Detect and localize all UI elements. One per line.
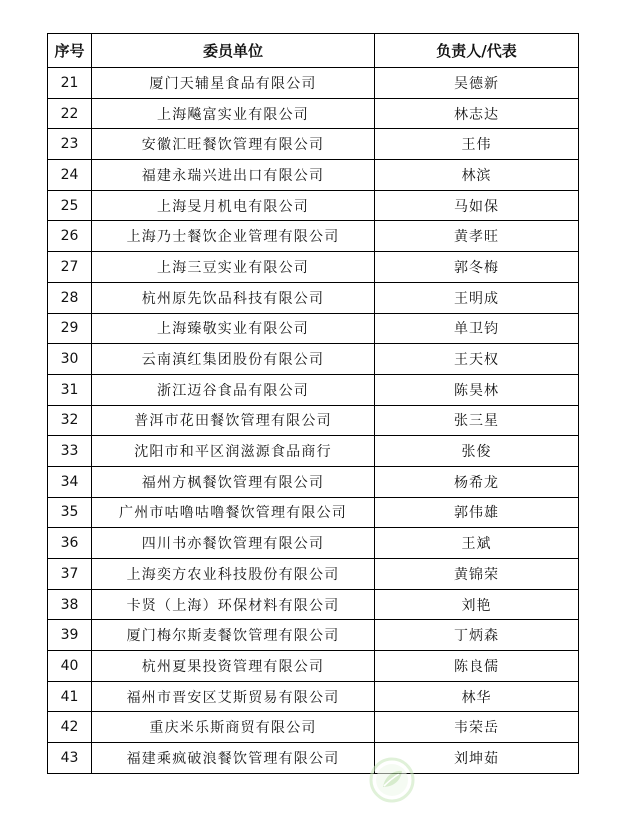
representative: 林志达 xyxy=(375,98,579,129)
table-row xyxy=(48,190,579,221)
row-number: 34 xyxy=(48,466,92,497)
table-row xyxy=(48,98,579,129)
representative: 刘坤茹 xyxy=(375,743,579,774)
header-representative: 负责人/代表 xyxy=(375,34,579,68)
table-header-row xyxy=(48,34,579,68)
member-unit: 普洱市花田餐饮管理有限公司 xyxy=(92,405,375,436)
representative: 王斌 xyxy=(375,528,579,559)
representative: 黄锦荣 xyxy=(375,559,579,590)
table-row xyxy=(48,497,579,528)
representative: 吴德新 xyxy=(375,68,579,99)
row-number: 31 xyxy=(48,374,92,405)
table-row xyxy=(48,221,579,252)
member-unit: 福州方枫餐饮管理有限公司 xyxy=(92,466,375,497)
representative: 陈昊林 xyxy=(375,374,579,405)
member-unit: 福建乘疯破浪餐饮管理有限公司 xyxy=(92,743,375,774)
row-number: 29 xyxy=(48,313,92,344)
row-number: 30 xyxy=(48,344,92,375)
member-unit: 安徽汇旺餐饮管理有限公司 xyxy=(92,129,375,160)
row-number: 26 xyxy=(48,221,92,252)
member-unit: 厦门天辅星食品有限公司 xyxy=(92,68,375,99)
table-row xyxy=(48,712,579,743)
table-row xyxy=(48,129,579,160)
member-unit: 上海飚富实业有限公司 xyxy=(92,98,375,129)
member-unit: 上海旻月机电有限公司 xyxy=(92,190,375,221)
table-row xyxy=(48,374,579,405)
table-row xyxy=(48,589,579,620)
representative: 王天权 xyxy=(375,344,579,375)
row-number: 32 xyxy=(48,405,92,436)
table-row xyxy=(48,620,579,651)
representative: 王明成 xyxy=(375,282,579,313)
representative: 陈良儒 xyxy=(375,651,579,682)
table-row xyxy=(48,252,579,283)
row-number: 35 xyxy=(48,497,92,528)
representative: 张俊 xyxy=(375,436,579,467)
table-row xyxy=(48,466,579,497)
row-number: 43 xyxy=(48,743,92,774)
committee-table xyxy=(47,33,579,774)
member-unit: 重庆米乐斯商贸有限公司 xyxy=(92,712,375,743)
row-number: 23 xyxy=(48,129,92,160)
table-row xyxy=(48,313,579,344)
header-member-unit: 委员单位 xyxy=(92,34,375,68)
table-row xyxy=(48,681,579,712)
representative: 刘艳 xyxy=(375,589,579,620)
member-unit: 上海乃士餐饮企业管理有限公司 xyxy=(92,221,375,252)
member-unit: 四川书亦餐饮管理有限公司 xyxy=(92,528,375,559)
row-number: 33 xyxy=(48,436,92,467)
row-number: 22 xyxy=(48,98,92,129)
representative: 丁炳森 xyxy=(375,620,579,651)
member-unit: 沈阳市和平区润滋源食品商行 xyxy=(92,436,375,467)
representative: 林华 xyxy=(375,681,579,712)
row-number: 42 xyxy=(48,712,92,743)
row-number: 27 xyxy=(48,252,92,283)
member-unit: 上海三豆实业有限公司 xyxy=(92,252,375,283)
row-number: 24 xyxy=(48,160,92,191)
row-number: 39 xyxy=(48,620,92,651)
representative: 郭冬梅 xyxy=(375,252,579,283)
row-number: 41 xyxy=(48,681,92,712)
table-row xyxy=(48,282,579,313)
member-unit: 广州市咕噜咕噜餐饮管理有限公司 xyxy=(92,497,375,528)
representative: 韦荣岳 xyxy=(375,712,579,743)
table-row xyxy=(48,559,579,590)
row-number: 36 xyxy=(48,528,92,559)
member-unit: 上海奕方农业科技股份有限公司 xyxy=(92,559,375,590)
row-number: 38 xyxy=(48,589,92,620)
representative: 张三星 xyxy=(375,405,579,436)
representative: 黄孝旺 xyxy=(375,221,579,252)
representative: 郭伟雄 xyxy=(375,497,579,528)
table-row xyxy=(48,405,579,436)
table-row xyxy=(48,160,579,191)
header-number: 序号 xyxy=(48,34,92,68)
table-row xyxy=(48,436,579,467)
member-unit: 上海臻敬实业有限公司 xyxy=(92,313,375,344)
representative: 马如保 xyxy=(375,190,579,221)
member-unit: 浙江迈谷食品有限公司 xyxy=(92,374,375,405)
table-row xyxy=(48,651,579,682)
member-unit: 福建永瑞兴进出口有限公司 xyxy=(92,160,375,191)
representative: 杨希龙 xyxy=(375,466,579,497)
row-number: 21 xyxy=(48,68,92,99)
member-unit: 福州市晋安区艾斯贸易有限公司 xyxy=(92,681,375,712)
row-number: 40 xyxy=(48,651,92,682)
row-number: 28 xyxy=(48,282,92,313)
member-unit: 卡贤（上海）环保材料有限公司 xyxy=(92,589,375,620)
table-row xyxy=(48,68,579,99)
table-row xyxy=(48,344,579,375)
row-number: 37 xyxy=(48,559,92,590)
representative: 单卫钧 xyxy=(375,313,579,344)
member-unit: 厦门梅尔斯麦餐饮管理有限公司 xyxy=(92,620,375,651)
representative: 林滨 xyxy=(375,160,579,191)
member-unit: 杭州原先饮品科技有限公司 xyxy=(92,282,375,313)
representative: 王伟 xyxy=(375,129,579,160)
member-unit: 云南滇红集团股份有限公司 xyxy=(92,344,375,375)
row-number: 25 xyxy=(48,190,92,221)
table-row xyxy=(48,528,579,559)
table-body xyxy=(48,68,579,774)
member-unit: 杭州夏果投资管理有限公司 xyxy=(92,651,375,682)
table-row xyxy=(48,743,579,774)
leaf-logo-icon xyxy=(368,756,416,804)
